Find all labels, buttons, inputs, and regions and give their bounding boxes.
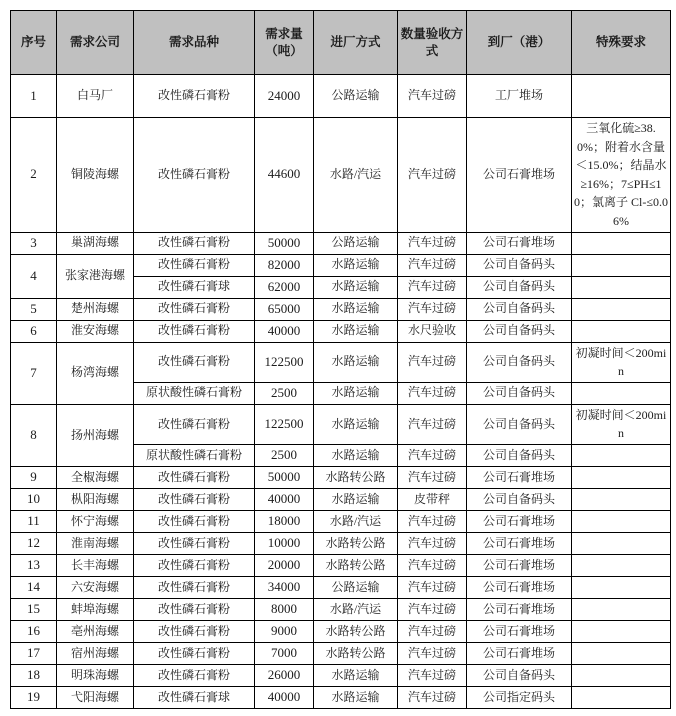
row-number-cell: 13 bbox=[11, 554, 57, 576]
quantity-cell: 40000 bbox=[255, 320, 314, 342]
row-number-cell: 10 bbox=[11, 488, 57, 510]
quantity-cell: 20000 bbox=[255, 554, 314, 576]
destination-cell: 公司自备码头 bbox=[467, 342, 572, 382]
row-number-cell: 4 bbox=[11, 254, 57, 298]
quantity-cell: 7000 bbox=[255, 642, 314, 664]
special-requirements-cell bbox=[572, 598, 671, 620]
table-row bbox=[11, 118, 671, 233]
header-demand-quantity-tons: 需求量（吨） bbox=[255, 11, 314, 75]
row-number-cell: 8 bbox=[11, 404, 57, 466]
transport-mode-cell: 水路转公路 bbox=[314, 620, 398, 642]
row-number-cell: 5 bbox=[11, 298, 57, 320]
special-requirements-cell bbox=[572, 686, 671, 708]
variety-cell: 改性磷石膏球 bbox=[134, 276, 255, 298]
variety-cell: 改性磷石膏粉 bbox=[134, 510, 255, 532]
destination-cell: 公司石膏堆场 bbox=[467, 118, 572, 233]
company-cell: 楚州海螺 bbox=[57, 298, 134, 320]
header-serial-number: 序号 bbox=[11, 11, 57, 75]
table-row bbox=[11, 298, 671, 320]
table-row bbox=[11, 686, 671, 708]
acceptance-method-cell: 水尺验收 bbox=[398, 320, 467, 342]
acceptance-method-cell: 汽车过磅 bbox=[398, 532, 467, 554]
acceptance-method-cell: 汽车过磅 bbox=[398, 554, 467, 576]
company-cell: 六安海螺 bbox=[57, 576, 134, 598]
transport-mode-cell: 公路运输 bbox=[314, 576, 398, 598]
table-row bbox=[11, 232, 671, 254]
acceptance-method-cell: 汽车过磅 bbox=[398, 75, 467, 118]
variety-cell: 改性磷石膏粉 bbox=[134, 404, 255, 444]
transport-mode-cell: 水路转公路 bbox=[314, 642, 398, 664]
special-requirements-cell bbox=[572, 620, 671, 642]
table-row bbox=[11, 488, 671, 510]
quantity-cell: 9000 bbox=[255, 620, 314, 642]
quantity-cell: 122500 bbox=[255, 404, 314, 444]
quantity-cell: 44600 bbox=[255, 118, 314, 233]
quantity-cell: 10000 bbox=[255, 532, 314, 554]
row-number-cell: 14 bbox=[11, 576, 57, 598]
table-row bbox=[11, 598, 671, 620]
quantity-cell: 65000 bbox=[255, 298, 314, 320]
transport-mode-cell: 水路转公路 bbox=[314, 554, 398, 576]
transport-mode-cell: 水路运输 bbox=[314, 342, 398, 382]
destination-cell: 公司石膏堆场 bbox=[467, 532, 572, 554]
quantity-cell: 8000 bbox=[255, 598, 314, 620]
special-requirements-cell bbox=[572, 276, 671, 298]
acceptance-method-cell: 汽车过磅 bbox=[398, 276, 467, 298]
row-number-cell: 19 bbox=[11, 686, 57, 708]
destination-cell: 公司自备码头 bbox=[467, 320, 572, 342]
special-requirements-cell: 三氧化硫≥38.0%；附着水含量＜15.0%；结晶水≥16%；7≤PH≤10；氯离子 Cl-≤0.06% bbox=[572, 118, 671, 233]
company-cell: 长丰海螺 bbox=[57, 554, 134, 576]
acceptance-method-cell: 汽车过磅 bbox=[398, 404, 467, 444]
company-cell: 扬州海螺 bbox=[57, 404, 134, 466]
table-row bbox=[11, 554, 671, 576]
table-row bbox=[11, 642, 671, 664]
acceptance-method-cell: 汽车过磅 bbox=[398, 466, 467, 488]
special-requirements-cell bbox=[572, 320, 671, 342]
destination-cell: 公司石膏堆场 bbox=[467, 620, 572, 642]
header-special-requirements: 特殊要求 bbox=[572, 11, 671, 75]
variety-cell: 改性磷石膏粉 bbox=[134, 342, 255, 382]
table-row bbox=[11, 510, 671, 532]
transport-mode-cell: 水路/汽运 bbox=[314, 598, 398, 620]
variety-cell: 改性磷石膏粉 bbox=[134, 320, 255, 342]
destination-cell: 公司自备码头 bbox=[467, 488, 572, 510]
company-cell: 张家港海螺 bbox=[57, 254, 134, 298]
destination-cell: 工厂堆场 bbox=[467, 75, 572, 118]
variety-cell: 改性磷石膏粉 bbox=[134, 642, 255, 664]
header-demand-variety: 需求品种 bbox=[134, 11, 255, 75]
variety-cell: 改性磷石膏粉 bbox=[134, 466, 255, 488]
acceptance-method-cell: 汽车过磅 bbox=[398, 510, 467, 532]
transport-mode-cell: 水路运输 bbox=[314, 276, 398, 298]
transport-mode-cell: 水路运输 bbox=[314, 382, 398, 404]
row-number-cell: 16 bbox=[11, 620, 57, 642]
special-requirements-cell bbox=[572, 642, 671, 664]
transport-mode-cell: 水路运输 bbox=[314, 254, 398, 276]
special-requirements-cell bbox=[572, 576, 671, 598]
table-row bbox=[11, 576, 671, 598]
acceptance-method-cell: 汽车过磅 bbox=[398, 642, 467, 664]
destination-cell: 公司自备码头 bbox=[467, 276, 572, 298]
quantity-cell: 50000 bbox=[255, 232, 314, 254]
row-number-cell: 18 bbox=[11, 664, 57, 686]
acceptance-method-cell: 汽车过磅 bbox=[398, 444, 467, 466]
transport-mode-cell: 水路运输 bbox=[314, 444, 398, 466]
special-requirements-cell bbox=[572, 488, 671, 510]
variety-cell: 改性磷石膏粉 bbox=[134, 75, 255, 118]
transport-mode-cell: 水路转公路 bbox=[314, 532, 398, 554]
destination-cell: 公司自备码头 bbox=[467, 664, 572, 686]
acceptance-method-cell: 汽车过磅 bbox=[398, 686, 467, 708]
acceptance-method-cell: 汽车过磅 bbox=[398, 664, 467, 686]
variety-cell: 改性磷石膏粉 bbox=[134, 598, 255, 620]
special-requirements-cell bbox=[572, 444, 671, 466]
acceptance-method-cell: 汽车过磅 bbox=[398, 598, 467, 620]
acceptance-method-cell: 汽车过磅 bbox=[398, 382, 467, 404]
variety-cell: 原状酸性磷石膏粉 bbox=[134, 444, 255, 466]
acceptance-method-cell: 汽车过磅 bbox=[398, 118, 467, 233]
destination-cell: 公司自备码头 bbox=[467, 382, 572, 404]
row-number-cell: 3 bbox=[11, 232, 57, 254]
transport-mode-cell: 水路运输 bbox=[314, 404, 398, 444]
header-acceptance-method: 数量验收方式 bbox=[398, 11, 467, 75]
quantity-cell: 50000 bbox=[255, 466, 314, 488]
company-cell: 巢湖海螺 bbox=[57, 232, 134, 254]
company-cell: 铜陵海螺 bbox=[57, 118, 134, 233]
variety-cell: 改性磷石膏粉 bbox=[134, 576, 255, 598]
special-requirements-cell bbox=[572, 75, 671, 118]
destination-cell: 公司自备码头 bbox=[467, 254, 572, 276]
variety-cell: 改性磷石膏粉 bbox=[134, 554, 255, 576]
special-requirements-cell bbox=[572, 664, 671, 686]
variety-cell: 原状酸性磷石膏粉 bbox=[134, 382, 255, 404]
table-row bbox=[11, 254, 671, 276]
table-row bbox=[11, 664, 671, 686]
transport-mode-cell: 水路运输 bbox=[314, 686, 398, 708]
transport-mode-cell: 水路运输 bbox=[314, 320, 398, 342]
table-row bbox=[11, 75, 671, 118]
row-number-cell: 9 bbox=[11, 466, 57, 488]
company-cell: 宿州海螺 bbox=[57, 642, 134, 664]
acceptance-method-cell: 汽车过磅 bbox=[398, 298, 467, 320]
destination-cell: 公司石膏堆场 bbox=[467, 466, 572, 488]
row-number-cell: 7 bbox=[11, 342, 57, 404]
acceptance-method-cell: 汽车过磅 bbox=[398, 254, 467, 276]
company-cell: 怀宁海螺 bbox=[57, 510, 134, 532]
header-demand-company: 需求公司 bbox=[57, 11, 134, 75]
transport-mode-cell: 水路转公路 bbox=[314, 466, 398, 488]
special-requirements-cell bbox=[572, 298, 671, 320]
quantity-cell: 122500 bbox=[255, 342, 314, 382]
destination-cell: 公司石膏堆场 bbox=[467, 554, 572, 576]
company-cell: 明珠海螺 bbox=[57, 664, 134, 686]
row-number-cell: 15 bbox=[11, 598, 57, 620]
acceptance-method-cell: 汽车过磅 bbox=[398, 576, 467, 598]
destination-cell: 公司自备码头 bbox=[467, 404, 572, 444]
quantity-cell: 18000 bbox=[255, 510, 314, 532]
quantity-cell: 26000 bbox=[255, 664, 314, 686]
acceptance-method-cell: 皮带秤 bbox=[398, 488, 467, 510]
quantity-cell: 62000 bbox=[255, 276, 314, 298]
table-row bbox=[11, 320, 671, 342]
variety-cell: 改性磷石膏粉 bbox=[134, 298, 255, 320]
variety-cell: 改性磷石膏粉 bbox=[134, 620, 255, 642]
header-destination-factory-port: 到厂（港） bbox=[467, 11, 572, 75]
special-requirements-cell bbox=[572, 510, 671, 532]
row-number-cell: 12 bbox=[11, 532, 57, 554]
table-row bbox=[11, 532, 671, 554]
table-row bbox=[11, 620, 671, 642]
table-body bbox=[11, 75, 671, 709]
quantity-cell: 24000 bbox=[255, 75, 314, 118]
transport-mode-cell: 公路运输 bbox=[314, 75, 398, 118]
row-number-cell: 1 bbox=[11, 75, 57, 118]
special-requirements-cell bbox=[572, 554, 671, 576]
table-row bbox=[11, 466, 671, 488]
quantity-cell: 82000 bbox=[255, 254, 314, 276]
variety-cell: 改性磷石膏粉 bbox=[134, 532, 255, 554]
transport-mode-cell: 水路运输 bbox=[314, 488, 398, 510]
variety-cell: 改性磷石膏粉 bbox=[134, 664, 255, 686]
row-number-cell: 6 bbox=[11, 320, 57, 342]
company-cell: 蚌埠海螺 bbox=[57, 598, 134, 620]
transport-mode-cell: 水路运输 bbox=[314, 298, 398, 320]
header-transport-mode: 进厂方式 bbox=[314, 11, 398, 75]
table-row bbox=[11, 342, 671, 382]
row-number-cell: 17 bbox=[11, 642, 57, 664]
special-requirements-cell: 初凝时间＜200min bbox=[572, 404, 671, 444]
transport-mode-cell: 公路运输 bbox=[314, 232, 398, 254]
special-requirements-cell bbox=[572, 232, 671, 254]
variety-cell: 改性磷石膏粉 bbox=[134, 118, 255, 233]
quantity-cell: 34000 bbox=[255, 576, 314, 598]
quantity-cell: 40000 bbox=[255, 686, 314, 708]
destination-cell: 公司石膏堆场 bbox=[467, 576, 572, 598]
transport-mode-cell: 水路/汽运 bbox=[314, 118, 398, 233]
destination-cell: 公司石膏堆场 bbox=[467, 510, 572, 532]
company-cell: 枞阳海螺 bbox=[57, 488, 134, 510]
destination-cell: 公司自备码头 bbox=[467, 444, 572, 466]
destination-cell: 公司自备码头 bbox=[467, 298, 572, 320]
demand-table bbox=[10, 10, 671, 709]
company-cell: 亳州海螺 bbox=[57, 620, 134, 642]
destination-cell: 公司石膏堆场 bbox=[467, 232, 572, 254]
acceptance-method-cell: 汽车过磅 bbox=[398, 342, 467, 382]
company-cell: 杨湾海螺 bbox=[57, 342, 134, 404]
company-cell: 白马厂 bbox=[57, 75, 134, 118]
table-row bbox=[11, 404, 671, 444]
destination-cell: 公司石膏堆场 bbox=[467, 598, 572, 620]
destination-cell: 公司石膏堆场 bbox=[467, 642, 572, 664]
special-requirements-cell bbox=[572, 254, 671, 276]
company-cell: 弋阳海螺 bbox=[57, 686, 134, 708]
variety-cell: 改性磷石膏粉 bbox=[134, 488, 255, 510]
row-number-cell: 11 bbox=[11, 510, 57, 532]
acceptance-method-cell: 汽车过磅 bbox=[398, 620, 467, 642]
quantity-cell: 2500 bbox=[255, 444, 314, 466]
special-requirements-cell bbox=[572, 382, 671, 404]
company-cell: 全椒海螺 bbox=[57, 466, 134, 488]
variety-cell: 改性磷石膏粉 bbox=[134, 254, 255, 276]
quantity-cell: 40000 bbox=[255, 488, 314, 510]
special-requirements-cell bbox=[572, 532, 671, 554]
destination-cell: 公司指定码头 bbox=[467, 686, 572, 708]
quantity-cell: 2500 bbox=[255, 382, 314, 404]
company-cell: 淮安海螺 bbox=[57, 320, 134, 342]
table-header-row bbox=[11, 11, 671, 75]
transport-mode-cell: 水路运输 bbox=[314, 664, 398, 686]
acceptance-method-cell: 汽车过磅 bbox=[398, 232, 467, 254]
special-requirements-cell bbox=[572, 466, 671, 488]
variety-cell: 改性磷石膏粉 bbox=[134, 232, 255, 254]
special-requirements-cell: 初凝时间＜200min bbox=[572, 342, 671, 382]
transport-mode-cell: 水路/汽运 bbox=[314, 510, 398, 532]
company-cell: 淮南海螺 bbox=[57, 532, 134, 554]
row-number-cell: 2 bbox=[11, 118, 57, 233]
variety-cell: 改性磷石膏球 bbox=[134, 686, 255, 708]
